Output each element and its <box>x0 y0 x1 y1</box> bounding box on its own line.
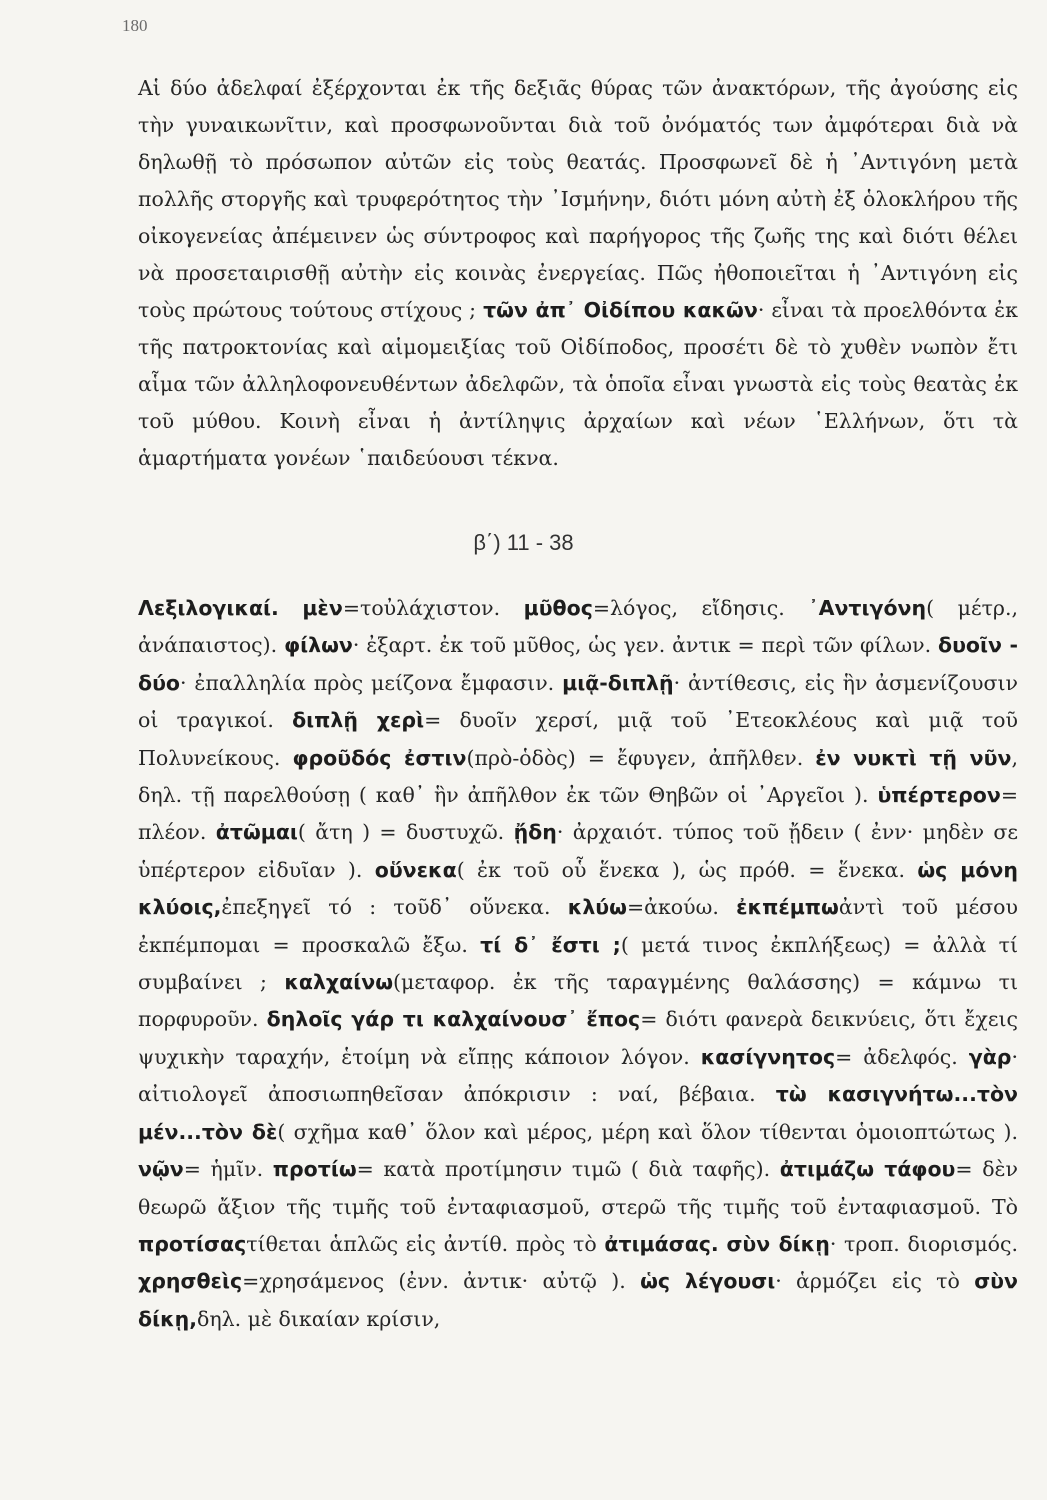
glossary-definition: (πρὸ-ὁδὸς) = ἔφυγεν, ἀπῆλθεν. <box>466 745 804 770</box>
glossary-lemma: ἀτῶμαι <box>215 820 298 845</box>
glossary-definition: = ἡμῖν. <box>183 1157 264 1182</box>
glossary-definition: = ἀδελφός. <box>835 1044 958 1069</box>
glossary-definition: δηλ. μὲ δικαίαν κρίσιν, <box>197 1306 441 1331</box>
glossary-definition: ἐπεξηγεῖ τό : τοῦδ᾿ οὕνεκα. <box>221 895 551 920</box>
glossary-definition: · ἐπαλληλία πρὸς μείζονα ἔμφασιν. <box>180 670 555 695</box>
glossary-lemma: ὑπέρτερον <box>877 783 1001 808</box>
glossary-definition: =λόγος, εἴδησις. <box>592 596 785 620</box>
glossary-lemma: χρησθεὶς <box>138 1269 243 1294</box>
glossary-definition: = πλέον. <box>138 783 1018 845</box>
glossary-definition: ( μετά τινος ἐκπλήξεως) = ἀλλὰ τί συμβαίνει ; <box>138 932 1018 995</box>
glossary-definition: · ἁρμόζει εἰς τὸ <box>775 1269 960 1294</box>
glossary-lemma: ἐν νυκτὶ τῇ νῦν <box>815 745 1012 770</box>
intro-text-continued: · εἶναι τὰ προελθόντα ἐκ τῆς πατροκτονίας καὶ αἱμομειξίας τοῦ Οἰδίποδος, προσέτι δὲ τὸ χυθὲν νωπὸν ἔτι αἷμα τῶν ἀλληλοφονευθέντων ἀδελφῶν, τὰ ὁποῖα εἶναι γνωστὰ εἰς τοὺς θεατὰς ἐκ τοῦ μύθου. Κοινὴ εἶναι ἡ ἀντίληψις ἀρχαίων καὶ νέων ῾Ελλήνων, ὅτι τὰ ἁμαρτήματα γονέων ῾παιδεύουσι τέκνα. <box>138 298 1018 470</box>
glossary-definition: ( ἄτη ) = δυστυχῶ. <box>297 820 505 845</box>
glossary-lemma: οὕνεκα <box>374 857 457 882</box>
glossary-lemma: ὡς λέγουσι <box>640 1269 776 1294</box>
glossary-lemma: κασίγνητος <box>700 1044 836 1069</box>
glossary-definition: , δηλ. τῇ παρελθούσῃ ( καθ᾿ ἣν ἀπῆλθον ἐκ τῶν Θηβῶν οἱ ᾿Αργεῖοι ). <box>138 745 1018 808</box>
intro-text: Αἱ δύο ἀδελφαί ἐξέρχονται ἐκ τῆς δεξιᾶς θύρας τῶν ἀνακτόρων, τῆς ἀγούσης εἰς τὴν γυναικωνῖτιν, καὶ προσφωνοῦνται διὰ τοῦ ὀνόματός των ἀμφότεραι διὰ νὰ δηλωθῇ τὸ πρόσωπον αὐτῶν εἰς τοὺς θεατάς. Προσφωνεῖ δὲ ἡ ᾿Αντιγόνη μετὰ πολλῆς στοργῆς καὶ τρυφερότητος τὴν ᾿Ισμήνην, διότι μόνη αὐτὴ ἐξ ὁλοκλήρου τῆς οἰκογενείας ἀπέμεινεν ὡς σύντροφος καὶ παρήγορος τῆς ζωῆς της καὶ διότι θέλει νὰ προσεταιρισθῇ αὐτὴν εἰς κοινὰς ἐνεργείας. Πῶς ἠθοποιεῖται ἡ ᾿Αντιγόνη εἰς τοὺς πρώτους τούτους στίχους ; <box>138 76 1018 322</box>
glossary-definition: = δυοῖν χερσί, μιᾷ τοῦ ᾿Ετεοκλέους καὶ μιᾷ τοῦ Πολυνείκους. <box>138 708 1018 770</box>
introduction-paragraph <box>138 70 1018 477</box>
glossary-lemma: ἀτιμάσας. <box>604 1231 719 1256</box>
glossary-definition: = κατὰ προτίμησιν τιμῶ ( διὰ ταφῆς). <box>356 1157 771 1182</box>
glossary-section <box>138 590 1018 1338</box>
glossary-lemma: ὡς μόνη κλύοις, <box>138 857 1018 920</box>
glossary-lemma: ᾿Αντιγόνη <box>808 596 927 620</box>
glossary-definition: ( σχῆμα καθ᾿ ὅλον καὶ μέρος, μέρη καὶ ὅλον τίθενται ὁμοιοπτώτως ). <box>277 1119 1018 1144</box>
glossary-definition: τίθεται ἁπλῶς εἰς ἀντίθ. πρὸς τὸ <box>246 1231 597 1256</box>
glossary-lemma: τί δ᾿ ἔστι ; <box>480 932 621 957</box>
glossary-lemma: δηλοῖς γάρ τι καλχαίνουσ᾿ ἔπος <box>266 1007 641 1032</box>
glossary-lemma: ἐκπέμπω <box>736 895 839 920</box>
glossary-definition: = δὲν θεωρῶ ἄξιον τῆς τιμῆς τοῦ ἐνταφιασμοῦ, στερῶ τῆς τιμῆς τοῦ ἐνταφιασμοῦ. Τὸ <box>138 1157 1018 1219</box>
glossary-lemma: δυοῖν - δύο <box>138 633 1018 695</box>
glossary-lemma: φροῦδός ἐστιν <box>292 745 467 770</box>
glossary-lemma: προτίσας <box>138 1231 247 1256</box>
glossary-definition: ἀντὶ τοῦ μέσου ἐκπέμπομαι = προσκαλῶ ἔξω. <box>138 895 1018 957</box>
glossary-lemma: καλχαίνω <box>284 970 394 995</box>
glossary-lemma: νῷν <box>138 1157 184 1182</box>
intro-bold-phrase: τῶν ἀπ᾿ Οἰδίπου κακῶν <box>483 298 758 322</box>
glossary-lemma: ἀτιμάζω τάφου <box>779 1157 956 1182</box>
glossary-lemma: προτίω <box>272 1157 357 1182</box>
glossary-definition: =τοὐλάχιστον. <box>342 596 501 620</box>
glossary-lemma: μὲν <box>302 596 343 620</box>
glossary-lemma: διπλῇ χερὶ <box>292 708 425 733</box>
glossary-definition: · ἀρχαιότ. τύπος τοῦ ᾔδειν ( ἐνν· μηδὲν σε ὑπέρτερον εἰδυῖαν ). <box>138 820 1019 882</box>
glossary-lemma: κλύω <box>567 895 627 920</box>
glossary-lemma: φίλων <box>284 633 353 658</box>
glossary-definition: =χρησάμενος (ἐνν. ἀντικ· αὐτῷ ). <box>242 1269 626 1294</box>
glossary-lemma: τὼ κασιγνήτω...τὸν μέν...τὸν δὲ <box>138 1082 1018 1144</box>
section-heading: β΄) 11 - 38 <box>473 530 574 555</box>
glossary-definition: · ἀντίθεσις, εἰς ἣν ἀσμενίζουσιν οἱ τραγικοί. <box>138 670 1018 733</box>
glossary-lemma: μῦθος <box>523 596 593 620</box>
glossary-definition: = διότι φανερὰ δεικνύεις, ὅτι ἔχεις ψυχικὴν ταραχήν, ἑτοίμη νὰ εἴπῃς κάποιον λόγον. <box>138 1007 1018 1069</box>
glossary-heading: Λεξιλογικαί. <box>138 596 279 620</box>
glossary-lemma: μιᾷ-διπλῇ <box>562 670 674 695</box>
glossary-lemma: σὺν δίκῃ <box>726 1231 830 1256</box>
glossary-definition: =ἀκούω. <box>626 895 719 920</box>
glossary-lemma: ᾔδη <box>513 820 557 845</box>
glossary-definition: · ἐξαρτ. ἐκ τοῦ μῦθος, ὡς γεν. ἀντικ = περὶ τῶν φίλων. <box>352 633 932 658</box>
glossary-lemma: σὺν δίκῃ, <box>138 1269 1018 1331</box>
glossary-definition: · αἰτιολογεῖ ἀποσιωπηθεῖσαν ἀπόκρισιν : ναί, βέβαια. <box>138 1044 1018 1107</box>
glossary-definition: (μεταφορ. ἐκ τῆς ταραγμένης θαλάσσης) = κάμνω τι πορφυροῦν. <box>138 970 1018 1032</box>
page-number: 180 <box>122 16 148 35</box>
glossary-lemma: γὰρ <box>968 1044 1012 1069</box>
glossary-definition: ( μέτρ., ἀνάπαιστος). <box>138 596 1018 658</box>
glossary-definition: · τροπ. διορισμός. <box>829 1231 1018 1256</box>
glossary-definition: ( ἐκ τοῦ οὗ ἕνεκα ), ὡς πρόθ. = ἕνεκα. <box>456 857 905 882</box>
